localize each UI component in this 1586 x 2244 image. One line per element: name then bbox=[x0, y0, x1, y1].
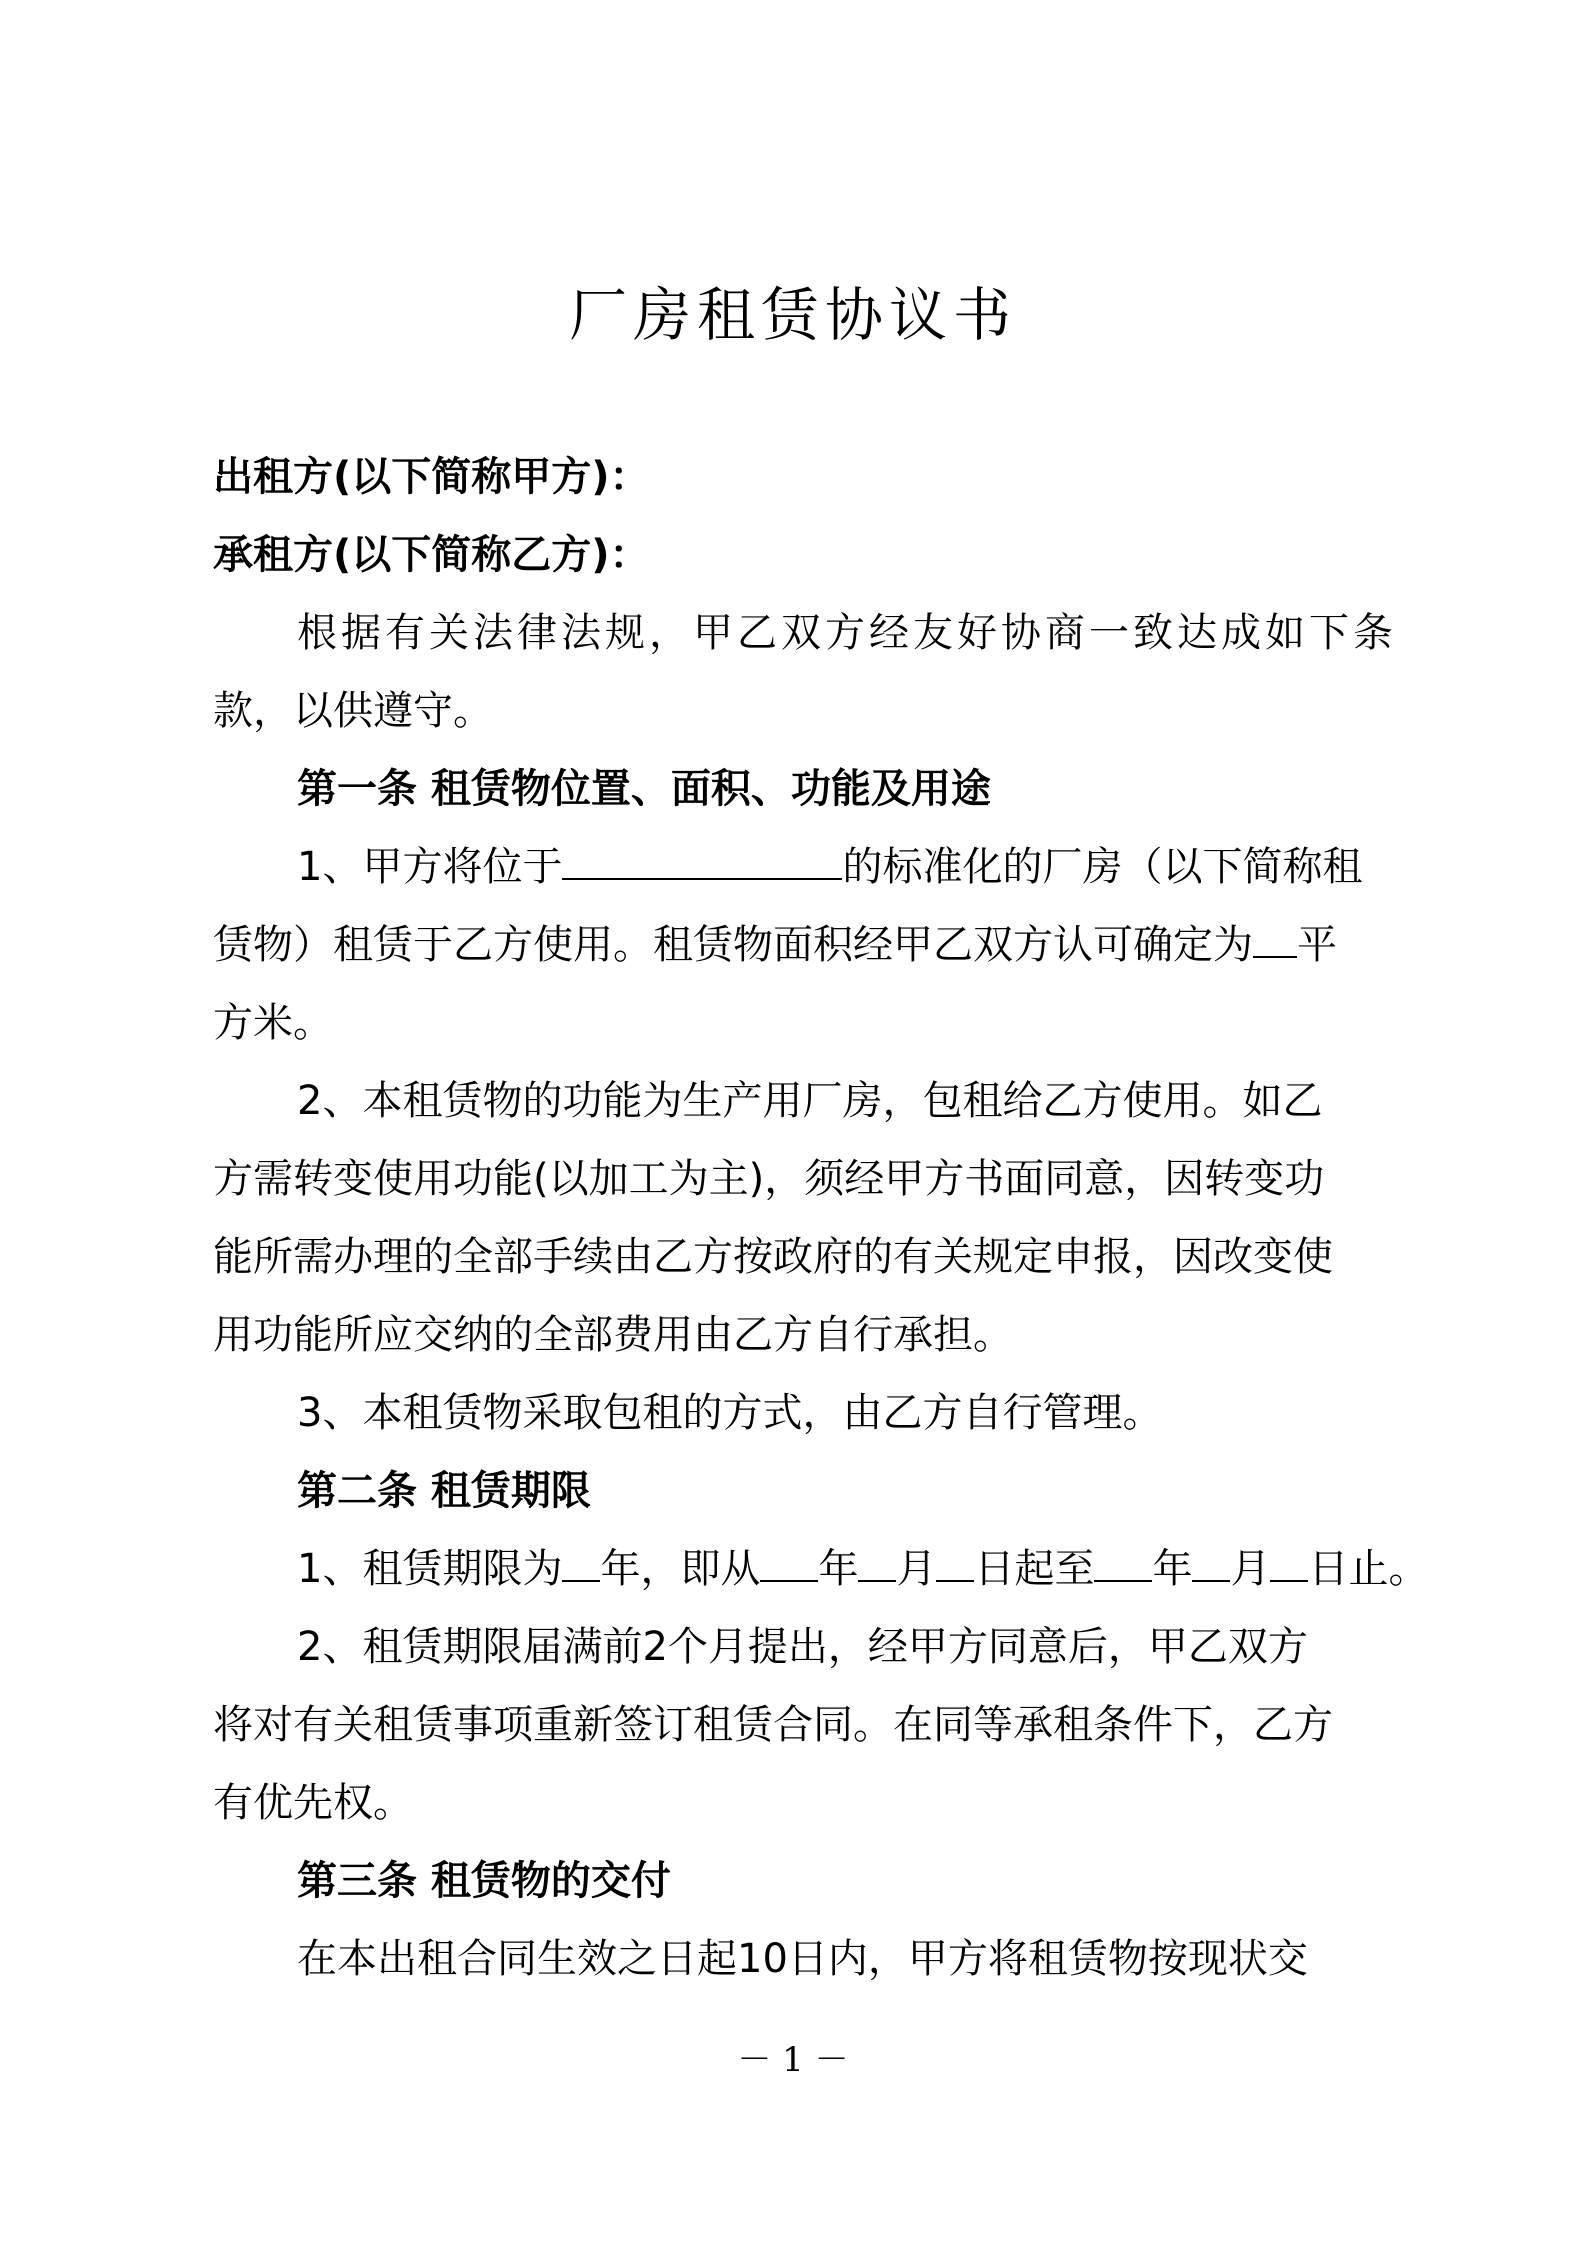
article-1-heading: 第一条 租赁物位置、面积、功能及用途 bbox=[297, 766, 991, 812]
article-2-item-2-line-2: 将对有关租赁事项重新签订租赁合同。在同等承租条件下，乙方 bbox=[213, 1702, 1333, 1748]
text-segment: 年，即从 bbox=[600, 1546, 761, 1592]
lessee-line: 承租方(以下简称乙方)： bbox=[213, 532, 650, 578]
text-segment: 月 bbox=[1230, 1546, 1271, 1592]
location-blank bbox=[562, 838, 842, 880]
article-1-item-3: 3、本租赁物采取包租的方式，由乙方自行管理。 bbox=[297, 1390, 1163, 1436]
text-segment: 赁物）租赁于乙方使用。租赁物面积经甲乙双方认可确定为 bbox=[213, 922, 1253, 968]
text-segment: 日止。 bbox=[1308, 1546, 1429, 1592]
page-number: － 1 － bbox=[737, 2040, 849, 2080]
text-segment: 1、租赁期限为 bbox=[297, 1546, 563, 1592]
article-3-heading: 第三条 租赁物的交付 bbox=[297, 1858, 671, 1904]
article-1-item-2-line-3: 能所需办理的全部手续由乙方按政府的有关规定申报，因改变使 bbox=[213, 1234, 1333, 1280]
document-body bbox=[213, 438, 1429, 1998]
page-title: 厂房租赁协议书 bbox=[568, 281, 1017, 349]
text-segment: 日起至 bbox=[974, 1546, 1095, 1592]
end-year-blank bbox=[1094, 1540, 1152, 1582]
article-2-heading: 第二条 租赁期限 bbox=[297, 1468, 591, 1514]
text-segment: 的标准化的厂房（以下简称租 bbox=[842, 844, 1363, 890]
intro-line-1: 根据有关法律法规，甲乙双方经友好协商一致达成如下条 bbox=[297, 610, 1393, 656]
article-1-item-2-line-1: 2、本租赁物的功能为生产用厂房，包租给乙方使用。如乙 bbox=[297, 1078, 1323, 1124]
article-1-item-1-line-2 bbox=[213, 906, 1393, 984]
intro-line-2: 款，以供遵守。 bbox=[213, 688, 493, 734]
article-1-item-1-line-3: 方米。 bbox=[213, 1000, 333, 1046]
start-year-blank bbox=[760, 1540, 818, 1582]
text-segment: 年 bbox=[1152, 1546, 1193, 1592]
article-1-item-1-line-1 bbox=[213, 828, 1393, 906]
start-month-blank bbox=[858, 1540, 896, 1582]
article-1-item-2-line-2: 方需转变使用功能(以加工为主)，须经甲方书面同意，因转变功 bbox=[213, 1156, 1325, 1202]
lessor-line: 出租方(以下简称甲方)： bbox=[213, 454, 650, 500]
article-2-item-1 bbox=[213, 1530, 1429, 1608]
area-blank bbox=[1253, 916, 1297, 958]
text-segment: 平 bbox=[1297, 922, 1337, 968]
article-2-item-2-line-1: 2、租赁期限届满前2个月提出，经甲方同意后，甲乙双方 bbox=[297, 1624, 1308, 1670]
end-day-blank bbox=[1270, 1540, 1308, 1582]
article-3-line-1: 在本出租合同生效之日起10日内，甲方将租赁物按现状交 bbox=[297, 1936, 1308, 1982]
text-segment: 月 bbox=[896, 1546, 937, 1592]
start-day-blank bbox=[936, 1540, 974, 1582]
years-blank bbox=[562, 1540, 600, 1582]
text-segment: 年 bbox=[818, 1546, 859, 1592]
text-segment: 1、甲方将位于 bbox=[297, 844, 563, 890]
article-1-item-2-line-4: 用功能所应交纳的全部费用由乙方自行承担。 bbox=[213, 1312, 1013, 1358]
article-2-item-2-line-3: 有优先权。 bbox=[213, 1780, 413, 1826]
end-month-blank bbox=[1192, 1540, 1230, 1582]
